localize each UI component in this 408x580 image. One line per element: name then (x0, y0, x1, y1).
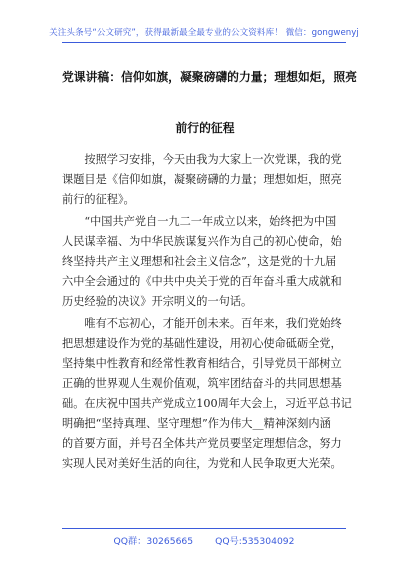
body-line: 正确的世界观人生观价值观，筑牢团结奋斗的共同思想基 (62, 377, 342, 390)
body-line: 按照学习安排，今天由我为大家上一次党课，我的党 (62, 153, 342, 166)
footer-divider (62, 528, 346, 529)
body-line: 坚持集中性教育和经常性教育相结合，引导党员干部树立 (62, 357, 342, 370)
body-line: 实现人民对美好生活的向往，为党和人民争取更大光荣。 (62, 457, 342, 470)
body-line: 唯有不忘初心，才能开创未来。百年来，我们党始终 (62, 317, 342, 330)
body-line: 人民谋幸福、为中华民族谋复兴作为自己的初心使命，始 (62, 235, 342, 248)
body-line: “中国共产党自一九二一年成立以来，始终把为中国 (62, 215, 337, 228)
body-line: 础。在庆祝中国共产党成立100周年大会上，习近平总书记 (62, 397, 352, 410)
footer (0, 533, 408, 547)
body-line: 前行的征程》。 (62, 193, 135, 206)
body-line: 把思想建设作为党的基础性建设，用初心使命砥砺全党， (62, 337, 342, 350)
body-line: 历史经验的决议》开宗明义的一句话。 (62, 295, 253, 308)
body-line: 课题目是《信仰如旗，凝聚磅礴的力量；理想如炬，照亮 (62, 173, 342, 186)
header-banner: 关注头条号“公文研究”，获得最新最全最专业的公文资料库！ 微信：gongwenyj (49, 28, 359, 38)
body-line: 六中全会通过的《中共中央关于党的百年奋斗重大成就和 (62, 275, 342, 288)
document-body (62, 150, 352, 474)
header-divider (62, 42, 346, 43)
body-line: 明确把“坚持真理、坚守理想”作为伟大__精神深刻内涵 (62, 417, 331, 430)
document-title-line-2: 前行的征程 (175, 121, 235, 135)
body-line: 的首要方面，并号召全体共产党员要坚定理想信念，努力 (62, 437, 342, 450)
footer-qq-number: QQ号:535304092 (215, 536, 295, 547)
document-title-line-1: 党课讲稿：信仰如旗，凝聚磅礴的力量；理想如炬，照亮 (62, 70, 357, 84)
body-line: 终坚持共产主义理想和社会主义信念”，这是党的十九届 (62, 255, 337, 268)
footer-qq-group: QQ群：30265665 (113, 536, 194, 547)
